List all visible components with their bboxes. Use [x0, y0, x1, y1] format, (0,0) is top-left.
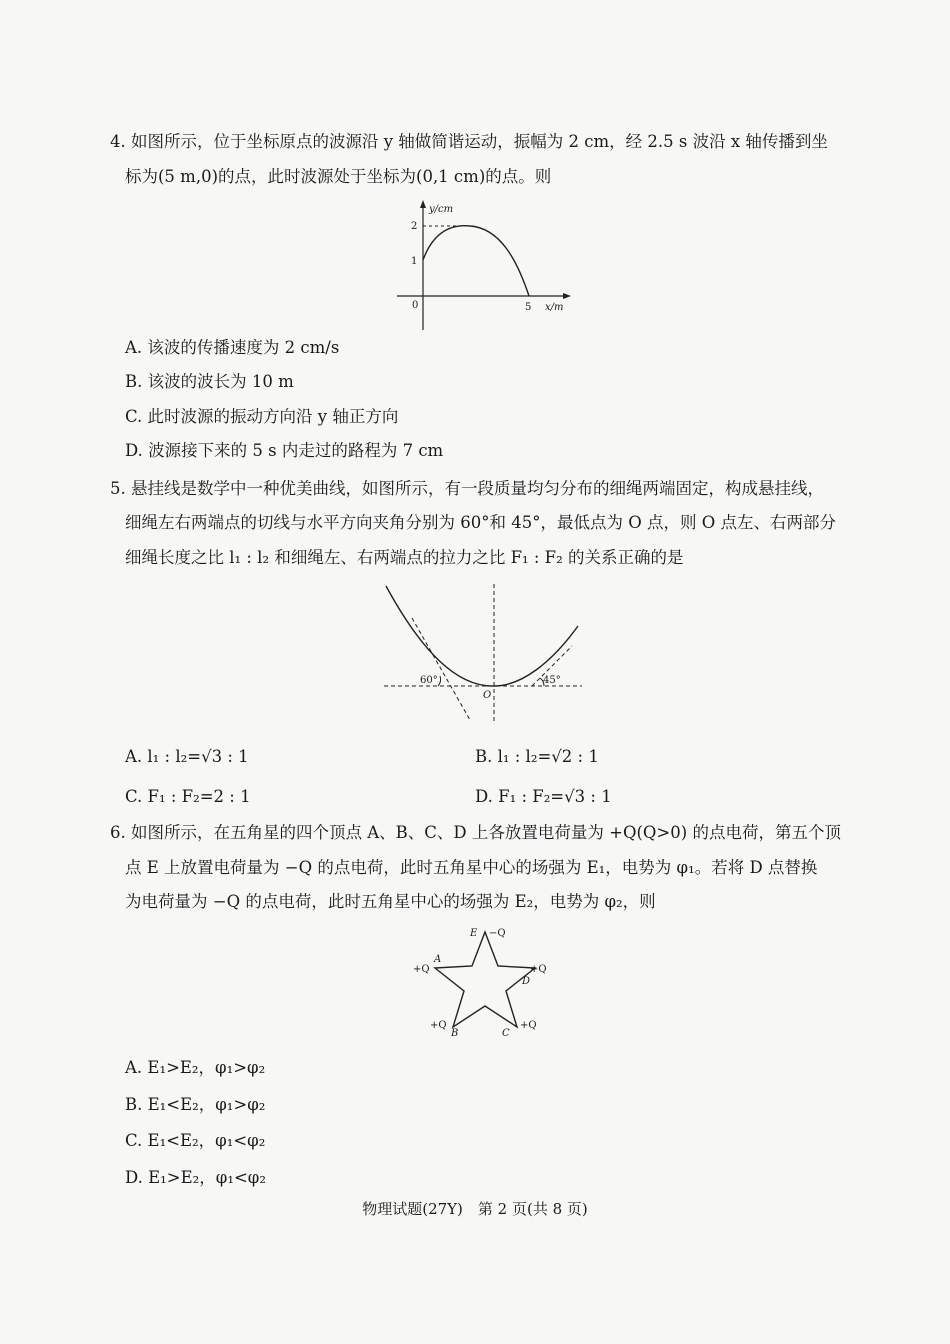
q5-stem-line2: 细绳左右两端点的切线与水平方向夹角分别为 60°和 45°，最低点为 O 点，则 O 点左、右两部分 [125, 513, 837, 532]
q5-low-point-label: O [483, 690, 492, 701]
q5-right-angle-label: 45° [543, 675, 561, 686]
q6-star-outline [435, 932, 535, 1027]
q6-vertex-d-charge: +Q [530, 964, 547, 975]
q4-origin-label: 0 [412, 300, 419, 311]
q6-vertex-c-charge: +Q [520, 1020, 537, 1031]
q6-option-c: C. E₁<E₂，φ₁<φ₂ [125, 1131, 266, 1150]
q5-left-tangent-line [412, 618, 470, 720]
q6-vertex-e-charge: −Q [489, 928, 506, 939]
q4-y-axis-arrow [420, 200, 426, 208]
q5-option-c: C. F₁ : F₂=2 : 1 [125, 787, 251, 806]
q4-stem-line2: 标为(5 m,0)的点，此时波源处于坐标为(0,1 cm)的点。则 [125, 167, 552, 186]
q4-y-axis-label: y/cm [429, 204, 454, 215]
q5-stem-line1: 5. 悬挂线是数学中一种优美曲线，如图所示，有一段质量均匀分布的细绳两端固定，构成悬挂线， [110, 479, 824, 498]
q6-star-figure [410, 924, 560, 1042]
q6-vertex-d-label: D [522, 976, 531, 987]
q5-option-a: A. l₁ : l₂=√3 : 1 [125, 747, 249, 766]
q5-left-angle-arc [438, 676, 441, 686]
q5-stem-line3: 细绳长度之比 l₁ : l₂ 和细绳左、右两端点的拉力之比 F₁ : F₂ 的关系正确的是 [125, 548, 684, 567]
q4-wave-curve [423, 226, 529, 296]
q5-option-b: B. l₁ : l₂=√2 : 1 [475, 747, 599, 766]
q4-y-tick-2: 2 [411, 221, 418, 232]
q6-stem-line3: 为电荷量为 −Q 的点电荷，此时五角星中心的场强为 E₂，电势为 φ₂，则 [125, 892, 656, 911]
q6-vertex-a-label: A [434, 954, 442, 965]
q6-option-a: A. E₁>E₂，φ₁>φ₂ [125, 1058, 266, 1077]
q4-x-tick-5: 5 [525, 302, 532, 313]
q5-option-d: D. F₁ : F₂=√3 : 1 [475, 787, 612, 806]
q5-catenary-curve [386, 586, 578, 686]
q6-vertex-b-label: B [451, 1028, 459, 1039]
q6-vertex-a-charge: +Q [413, 964, 430, 975]
page-footer: 物理试题(27Y) 第 2 页(共 8 页) [362, 1200, 588, 1218]
q4-y-tick-1: 1 [411, 256, 418, 267]
q6-option-d: D. E₁>E₂，φ₁<φ₂ [125, 1168, 266, 1187]
q6-vertex-e-label: E [470, 928, 478, 939]
q6-stem-line1: 6. 如图所示，在五角星的四个顶点 A、B、C、D 上各放置电荷量为 +Q(Q>0) 的点电荷，第五个顶 [110, 823, 841, 842]
q4-stem-line1: 4. 如图所示，位于坐标原点的波源沿 y 轴做简谐运动，振幅为 2 cm，经 2.5 s 波沿 x 轴传播到坐 [110, 132, 828, 151]
q4-wave-graph [395, 198, 575, 334]
q4-option-b: B. 该波的波长为 10 m [125, 372, 294, 391]
q4-x-axis-arrow [563, 293, 571, 299]
q4-option-a: A. 该波的传播速度为 2 cm/s [125, 338, 340, 357]
q4-option-d: D. 波源接下来的 5 s 内走过的路程为 7 cm [125, 441, 444, 460]
q6-stem-line2: 点 E 上放置电荷量为 −Q 的点电荷，此时五角星中心的场强为 E₁，电势为 φ₁。若将 D 点替换 [125, 858, 818, 877]
q5-catenary-figure [382, 582, 587, 724]
q6-vertex-c-label: C [502, 1028, 510, 1039]
q6-vertex-b-charge: +Q [430, 1020, 447, 1031]
q4-x-axis-label: x/m [545, 302, 564, 313]
q6-option-b: B. E₁<E₂，φ₁>φ₂ [125, 1095, 266, 1114]
q4-option-c: C. 此时波源的振动方向沿 y 轴正方向 [125, 407, 399, 426]
q5-left-angle-label: 60° [420, 675, 438, 686]
